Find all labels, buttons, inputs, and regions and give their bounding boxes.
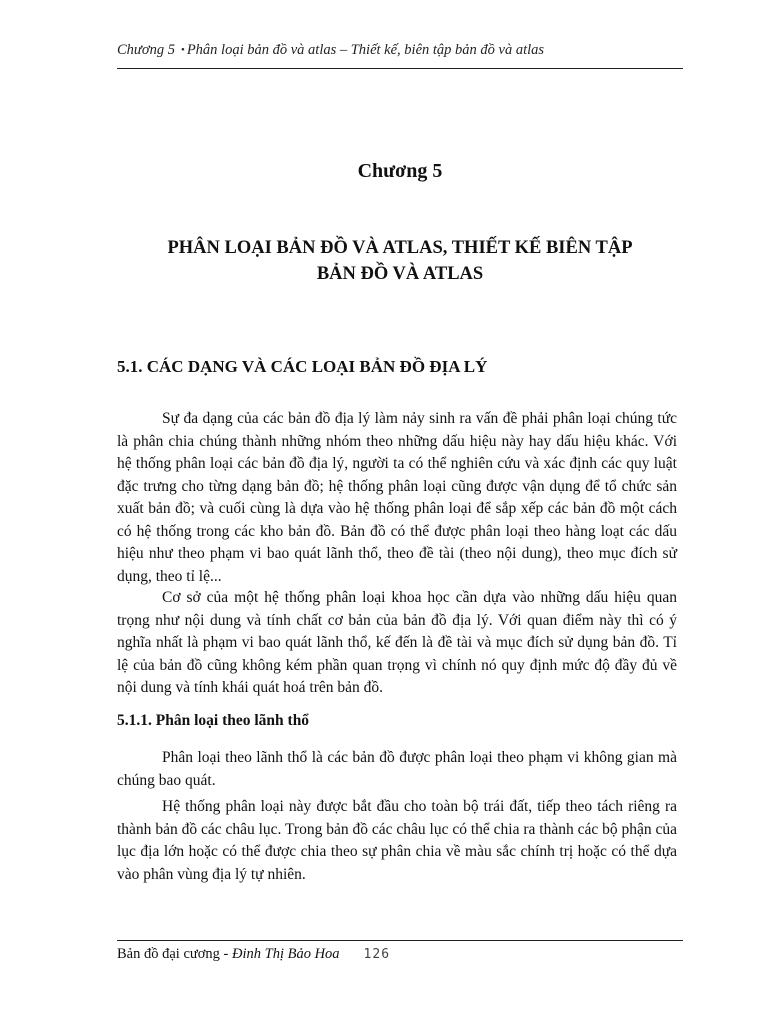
subsection-paragraph-1: [117, 747, 677, 792]
header-bullet: •: [180, 44, 185, 56]
section-paragraph-1: [117, 408, 677, 588]
footer-book: Bản đồ đại cương -: [117, 946, 232, 962]
paragraph-text: Cơ sở của một hệ thống phân loại khoa học cần dựa vào những dấu hiệu quan trọng như nội dung và tính chất cơ bản của bản đồ địa lý. Với quan điểm này thì có ý nghĩa nhất là phạm vi bao quát lãnh thổ, kế đến là đề tài và mục đích sử dụng bản đồ. Tỉ lệ của bản đồ cũng không kém phần quan trọng vì chính nó quy định mức độ đầy đủ về nội dung và tính khái quát hoá trên bản đồ.: [117, 589, 677, 696]
section-heading: 5.1. CÁC DẠNG VÀ CÁC LOẠI BẢN ĐỒ ĐỊA LÝ: [117, 357, 488, 376]
footer-divider: [117, 940, 683, 941]
main-title-line2: BẢN ĐỒ VÀ ATLAS: [316, 264, 484, 284]
main-title: [117, 235, 683, 287]
header-chapter: Chương 5: [117, 42, 175, 58]
chapter-title: Chương 5: [357, 160, 443, 182]
paragraph-text: Hệ thống phân loại này được bắt đầu cho toàn bộ trái đất, tiếp theo tách riêng ra thành bản đồ các châu lục. Trong bản đồ các châu lục có thể chia ra thành các bộ phận của lục địa lớn hoặc có thể được chia theo sự phân chia về màu sắc chính trị hoặc có thể dựa vào phân vùng địa lý tự nhiên.: [117, 798, 677, 883]
paragraph-text: Sự đa dạng của các bản đồ địa lý làm nảy sinh ra vấn đề phải phân loại chúng tức là phân chia chúng thành những nhóm theo những dấu hiệu này hay dấu hiệu khác. Với hệ thống phân loại các bản đồ địa lý, người ta có thể nghiên cứu và xác định các quy luật đặc trưng cho từng dạng bản đồ; hệ thống phân loại cũng được vận dụng để tổ chức sản xuất bản đồ; và cuối cùng là dựa vào hệ thống phân loại để sắp xếp các bản đồ một cách có hệ thống trong các kho bản đồ. Bản đồ có thể được phân loại theo hàng loạt các dấu hiệu như theo phạm vi bao quát lãnh thổ, theo đề tài (theo nội dung), theo mục đích sử dụng, theo tỉ lệ...: [117, 410, 677, 585]
page-footer: [117, 946, 683, 963]
paragraph-text: Phân loại theo lãnh thổ là các bản đồ được phân loại theo phạm vi không gian mà chúng bao quát.: [117, 749, 677, 789]
subsection-heading: 5.1.1. Phân loại theo lãnh thổ: [117, 712, 310, 729]
main-title-line1: PHÂN LOẠI BẢN ĐỒ VÀ ATLAS, THIẾT KẾ BIÊN TẬP: [167, 238, 633, 258]
subsection-paragraph-2: [117, 796, 677, 886]
section-paragraph-2: [117, 587, 677, 700]
page-number: 126: [363, 947, 391, 962]
footer-author: Đinh Thị Bảo Hoa: [232, 946, 340, 962]
header-divider: [117, 68, 683, 69]
running-header: [117, 42, 683, 59]
header-title: Phân loại bản đồ và atlas – Thiết kế, biên tập bản đồ và atlas: [186, 42, 545, 58]
